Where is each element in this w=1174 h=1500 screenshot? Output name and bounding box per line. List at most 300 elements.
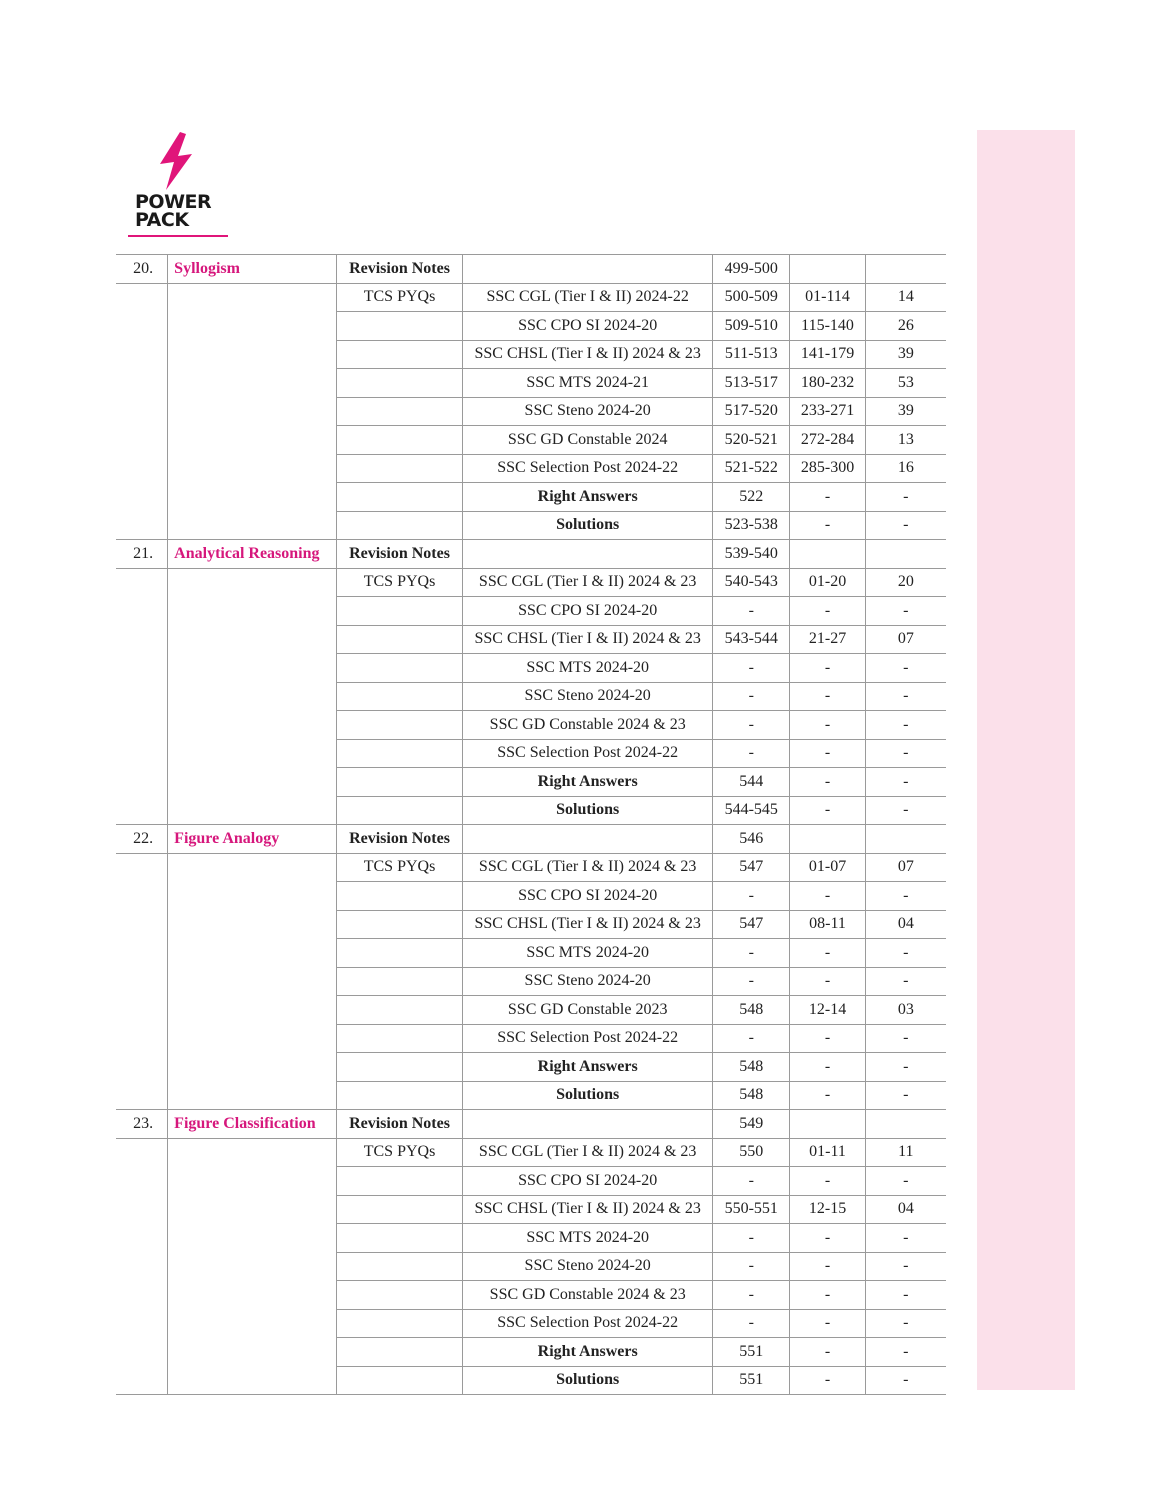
question-range: - [790, 1167, 865, 1196]
question-count: - [865, 1281, 946, 1310]
question-count: - [865, 483, 946, 512]
table-row [116, 426, 946, 455]
exam-cell-empty [463, 825, 713, 854]
number-cell-empty [116, 1366, 168, 1395]
brand-wordmark [135, 193, 211, 229]
question-count: 11 [865, 1138, 946, 1167]
question-range: - [790, 511, 865, 540]
number-cell-empty [116, 1338, 168, 1367]
table-row [116, 1024, 946, 1053]
question-range: - [790, 1309, 865, 1338]
number-cell-empty [116, 739, 168, 768]
topic-header-row [116, 255, 946, 284]
table-row [116, 597, 946, 626]
question-count: - [865, 882, 946, 911]
question-count: - [865, 768, 946, 797]
section-cell [336, 369, 462, 398]
pink-side-band [977, 130, 1075, 1390]
table-row [116, 1138, 946, 1167]
section-cell [336, 711, 462, 740]
table-row [116, 1224, 946, 1253]
page-range: 511-513 [713, 340, 790, 369]
table-row [116, 283, 946, 312]
page-range: 544 [713, 768, 790, 797]
question-count: 39 [865, 340, 946, 369]
section-cell [336, 739, 462, 768]
question-range: - [790, 939, 865, 968]
number-cell-empty [116, 511, 168, 540]
exam-name: Solutions [463, 1366, 713, 1395]
topic-number: 23. [116, 1110, 168, 1139]
section-cell [336, 397, 462, 426]
section-cell [336, 654, 462, 683]
exam-name: SSC CHSL (Tier I & II) 2024 & 23 [463, 340, 713, 369]
exam-name: SSC CPO SI 2024-20 [463, 597, 713, 626]
exam-name: SSC CGL (Tier I & II) 2024 & 23 [463, 853, 713, 882]
page-range: 547 [713, 910, 790, 939]
question-range: 285-300 [790, 454, 865, 483]
question-count: - [865, 1224, 946, 1253]
table-row [116, 1167, 946, 1196]
exam-name: SSC Steno 2024-20 [463, 1252, 713, 1281]
section-cell [336, 454, 462, 483]
question-count: - [865, 511, 946, 540]
topic-header-row [116, 1110, 946, 1139]
number-cell-empty [116, 711, 168, 740]
table-row [116, 939, 946, 968]
number-cell-empty [116, 796, 168, 825]
page-range: - [713, 1309, 790, 1338]
number-cell-empty [116, 1195, 168, 1224]
number-cell-empty [116, 682, 168, 711]
page-range: - [713, 597, 790, 626]
question-range: - [790, 967, 865, 996]
question-range: 01-20 [790, 568, 865, 597]
question-range: - [790, 654, 865, 683]
section-cell [336, 340, 462, 369]
question-range: 12-14 [790, 996, 865, 1025]
topic-cell-empty [168, 1281, 337, 1310]
table-row [116, 568, 946, 597]
section-cell [336, 1224, 462, 1253]
exam-name: SSC CGL (Tier I & II) 2024-22 [463, 283, 713, 312]
section-cell: TCS PYQs [336, 568, 462, 597]
brand-underline [128, 235, 228, 237]
page-range: - [713, 1252, 790, 1281]
question-count: 13 [865, 426, 946, 455]
topic-cell-empty [168, 454, 337, 483]
number-cell-empty [116, 483, 168, 512]
topic-cell-empty [168, 568, 337, 597]
question-range: - [790, 1252, 865, 1281]
questions-cell-empty [790, 255, 865, 284]
question-range: - [790, 1224, 865, 1253]
revision-notes-pages: 539-540 [713, 540, 790, 569]
exam-name: SSC Selection Post 2024-22 [463, 1309, 713, 1338]
contents-table-body [116, 255, 946, 1395]
section-cell [336, 910, 462, 939]
question-count: 03 [865, 996, 946, 1025]
page-range: 509-510 [713, 312, 790, 341]
table-row [116, 711, 946, 740]
table-row [116, 1081, 946, 1110]
number-cell-empty [116, 654, 168, 683]
question-range: - [790, 796, 865, 825]
question-count: - [865, 597, 946, 626]
number-cell-empty [116, 967, 168, 996]
section-cell [336, 796, 462, 825]
exam-name: Right Answers [463, 1053, 713, 1082]
exam-name: SSC MTS 2024-20 [463, 1224, 713, 1253]
exam-name: Right Answers [463, 768, 713, 797]
section-cell [336, 511, 462, 540]
section-cell [336, 1081, 462, 1110]
question-range: - [790, 1081, 865, 1110]
question-range: - [790, 483, 865, 512]
question-count: - [865, 796, 946, 825]
question-count: - [865, 739, 946, 768]
topic-number: 21. [116, 540, 168, 569]
table-row [116, 796, 946, 825]
question-count: 39 [865, 397, 946, 426]
lightning-bolt-icon [156, 132, 196, 190]
revision-notes-label: Revision Notes [336, 1110, 462, 1139]
question-range: 01-11 [790, 1138, 865, 1167]
revision-notes-label: Revision Notes [336, 255, 462, 284]
page-range: 543-544 [713, 625, 790, 654]
exam-name: SSC Steno 2024-20 [463, 397, 713, 426]
number-cell-empty [116, 340, 168, 369]
exam-name: SSC GD Constable 2024 & 23 [463, 711, 713, 740]
section-cell [336, 682, 462, 711]
topic-cell-empty [168, 796, 337, 825]
topic-cell-empty [168, 483, 337, 512]
topic-cell-empty [168, 882, 337, 911]
question-count: - [865, 711, 946, 740]
table-row [116, 739, 946, 768]
section-cell: TCS PYQs [336, 1138, 462, 1167]
exam-name: SSC CHSL (Tier I & II) 2024 & 23 [463, 910, 713, 939]
section-cell [336, 1338, 462, 1367]
section-cell: TCS PYQs [336, 283, 462, 312]
section-cell [336, 1252, 462, 1281]
page-range: 540-543 [713, 568, 790, 597]
page-range: - [713, 739, 790, 768]
topic-cell-empty [168, 1224, 337, 1253]
table-row [116, 369, 946, 398]
question-count: 14 [865, 283, 946, 312]
question-range: - [790, 597, 865, 626]
page-range: 500-509 [713, 283, 790, 312]
topic-cell-empty [168, 910, 337, 939]
page-range: 551 [713, 1366, 790, 1395]
revision-notes-pages: 549 [713, 1110, 790, 1139]
topic-cell-empty [168, 1366, 337, 1395]
page-range: 517-520 [713, 397, 790, 426]
exam-name: SSC CGL (Tier I & II) 2024 & 23 [463, 568, 713, 597]
section-cell [336, 1053, 462, 1082]
revision-notes-label: Revision Notes [336, 825, 462, 854]
question-range: 233-271 [790, 397, 865, 426]
section-cell [336, 1309, 462, 1338]
brand-line-2: PACK [135, 209, 189, 231]
question-count: 26 [865, 312, 946, 341]
section-cell [336, 426, 462, 455]
topic-cell-empty [168, 1252, 337, 1281]
question-range: - [790, 1053, 865, 1082]
topic-cell-empty [168, 739, 337, 768]
section-cell [336, 312, 462, 341]
topic-header-row [116, 540, 946, 569]
question-count: - [865, 1309, 946, 1338]
table-row [116, 967, 946, 996]
contents-table [116, 254, 946, 1395]
number-cell-empty [116, 1281, 168, 1310]
question-range: - [790, 1338, 865, 1367]
topic-cell-empty [168, 939, 337, 968]
number-cell-empty [116, 882, 168, 911]
topic-cell-empty [168, 283, 337, 312]
section-cell [336, 483, 462, 512]
question-count: - [865, 967, 946, 996]
exam-name: SSC CPO SI 2024-20 [463, 312, 713, 341]
table-row [116, 768, 946, 797]
revision-notes-pages: 499-500 [713, 255, 790, 284]
page-range: 548 [713, 1081, 790, 1110]
exam-name: Solutions [463, 796, 713, 825]
question-count: - [865, 1366, 946, 1395]
exam-name: SSC MTS 2024-20 [463, 939, 713, 968]
questions-cell-empty [790, 1110, 865, 1139]
page-range: - [713, 882, 790, 911]
table-row [116, 454, 946, 483]
question-range: 272-284 [790, 426, 865, 455]
page-range: 548 [713, 1053, 790, 1082]
section-cell [336, 1366, 462, 1395]
question-range: - [790, 1281, 865, 1310]
exam-name: SSC CGL (Tier I & II) 2024 & 23 [463, 1138, 713, 1167]
table-row [116, 654, 946, 683]
power-pack-logo [128, 130, 238, 240]
number-cell-empty [116, 1224, 168, 1253]
topic-cell-empty [168, 1053, 337, 1082]
table-row [116, 397, 946, 426]
section-cell: TCS PYQs [336, 853, 462, 882]
exam-name: SSC GD Constable 2024 & 23 [463, 1281, 713, 1310]
exam-name: SSC CHSL (Tier I & II) 2024 & 23 [463, 625, 713, 654]
question-range: - [790, 682, 865, 711]
exam-name: SSC Selection Post 2024-22 [463, 454, 713, 483]
topic-title: Figure Classification [168, 1110, 337, 1139]
exam-name: SSC Steno 2024-20 [463, 967, 713, 996]
table-row [116, 340, 946, 369]
topic-cell-empty [168, 511, 337, 540]
question-range: - [790, 1366, 865, 1395]
section-cell [336, 1024, 462, 1053]
number-cell-empty [116, 996, 168, 1025]
page-range: - [713, 682, 790, 711]
question-count: - [865, 1024, 946, 1053]
topic-title: Syllogism [168, 255, 337, 284]
number-cell-empty [116, 1309, 168, 1338]
topic-cell-empty [168, 312, 337, 341]
number-cell-empty [116, 768, 168, 797]
number-cell-empty [116, 397, 168, 426]
number-cell-empty [116, 568, 168, 597]
section-cell [336, 597, 462, 626]
page-range: 523-538 [713, 511, 790, 540]
page-range: 548 [713, 996, 790, 1025]
question-range: 01-07 [790, 853, 865, 882]
number-cell-empty [116, 454, 168, 483]
exam-name: SSC Selection Post 2024-22 [463, 739, 713, 768]
questions-cell-empty [790, 825, 865, 854]
page-range: - [713, 1024, 790, 1053]
section-cell [336, 1195, 462, 1224]
question-count: 07 [865, 853, 946, 882]
topic-cell-empty [168, 1024, 337, 1053]
topic-cell-empty [168, 996, 337, 1025]
question-range: 12-15 [790, 1195, 865, 1224]
question-count: 53 [865, 369, 946, 398]
section-cell [336, 1167, 462, 1196]
topic-cell-empty [168, 597, 337, 626]
table-row [116, 1053, 946, 1082]
page-range: - [713, 967, 790, 996]
table-row [116, 853, 946, 882]
topic-cell-empty [168, 682, 337, 711]
page-range: - [713, 1224, 790, 1253]
page-range: 513-517 [713, 369, 790, 398]
question-range: 141-179 [790, 340, 865, 369]
question-range: 21-27 [790, 625, 865, 654]
question-range: 08-11 [790, 910, 865, 939]
section-cell [336, 939, 462, 968]
question-count: - [865, 1081, 946, 1110]
topic-cell-empty [168, 711, 337, 740]
topic-cell-empty [168, 654, 337, 683]
question-count: - [865, 1053, 946, 1082]
page-range: 520-521 [713, 426, 790, 455]
page-range: - [713, 711, 790, 740]
table-row [116, 996, 946, 1025]
question-count: - [865, 939, 946, 968]
topic-cell-empty [168, 426, 337, 455]
topic-cell-empty [168, 1167, 337, 1196]
exam-cell-empty [463, 255, 713, 284]
question-count: - [865, 682, 946, 711]
topic-cell-empty [168, 1081, 337, 1110]
number-cell-empty [116, 1024, 168, 1053]
page-range: 551 [713, 1338, 790, 1367]
topic-cell-empty [168, 625, 337, 654]
question-range: 180-232 [790, 369, 865, 398]
number-cell-empty [116, 1081, 168, 1110]
table-row [116, 625, 946, 654]
topic-cell-empty [168, 853, 337, 882]
table-row [116, 1338, 946, 1367]
topic-cell-empty [168, 967, 337, 996]
question-range: - [790, 882, 865, 911]
exam-name: SSC MTS 2024-21 [463, 369, 713, 398]
section-cell [336, 882, 462, 911]
exam-name: SSC CPO SI 2024-20 [463, 1167, 713, 1196]
page-range: - [713, 939, 790, 968]
table-row [116, 1366, 946, 1395]
count-cell-empty [865, 255, 946, 284]
topic-cell-empty [168, 1138, 337, 1167]
question-range: - [790, 1024, 865, 1053]
exam-name: Solutions [463, 511, 713, 540]
exam-name: Solutions [463, 1081, 713, 1110]
count-cell-empty [865, 540, 946, 569]
exam-cell-empty [463, 540, 713, 569]
exam-name: Right Answers [463, 483, 713, 512]
number-cell-empty [116, 312, 168, 341]
number-cell-empty [116, 939, 168, 968]
count-cell-empty [865, 1110, 946, 1139]
revision-notes-label: Revision Notes [336, 540, 462, 569]
revision-notes-pages: 546 [713, 825, 790, 854]
brand-line-1: POWER [135, 191, 212, 213]
topic-cell-empty [168, 1309, 337, 1338]
page-range: - [713, 1167, 790, 1196]
topic-cell-empty [168, 369, 337, 398]
question-count: 20 [865, 568, 946, 597]
number-cell-empty [116, 369, 168, 398]
question-count: 04 [865, 1195, 946, 1224]
section-cell [336, 967, 462, 996]
topic-cell-empty [168, 1195, 337, 1224]
table-row [116, 312, 946, 341]
question-range: 01-114 [790, 283, 865, 312]
topic-cell-empty [168, 397, 337, 426]
table-row [116, 882, 946, 911]
table-row [116, 1252, 946, 1281]
topic-number: 22. [116, 825, 168, 854]
question-count: - [865, 654, 946, 683]
question-count: - [865, 1252, 946, 1281]
questions-cell-empty [790, 540, 865, 569]
table-row [116, 1281, 946, 1310]
topic-header-row [116, 825, 946, 854]
page-range: 550-551 [713, 1195, 790, 1224]
question-count: - [865, 1338, 946, 1367]
number-cell-empty [116, 283, 168, 312]
table-row [116, 910, 946, 939]
number-cell-empty [116, 910, 168, 939]
exam-name: SSC GD Constable 2023 [463, 996, 713, 1025]
question-range: - [790, 739, 865, 768]
page-range: 522 [713, 483, 790, 512]
section-cell [336, 996, 462, 1025]
page-range: 550 [713, 1138, 790, 1167]
page-range: - [713, 1281, 790, 1310]
exam-name: Right Answers [463, 1338, 713, 1367]
question-range: 115-140 [790, 312, 865, 341]
exam-name: SSC CHSL (Tier I & II) 2024 & 23 [463, 1195, 713, 1224]
topic-number: 20. [116, 255, 168, 284]
table-row [116, 483, 946, 512]
number-cell-empty [116, 1053, 168, 1082]
section-cell [336, 625, 462, 654]
page-range: 521-522 [713, 454, 790, 483]
number-cell-empty [116, 1167, 168, 1196]
question-count: 07 [865, 625, 946, 654]
topic-cell-empty [168, 768, 337, 797]
page-range: 544-545 [713, 796, 790, 825]
topic-title: Figure Analogy [168, 825, 337, 854]
